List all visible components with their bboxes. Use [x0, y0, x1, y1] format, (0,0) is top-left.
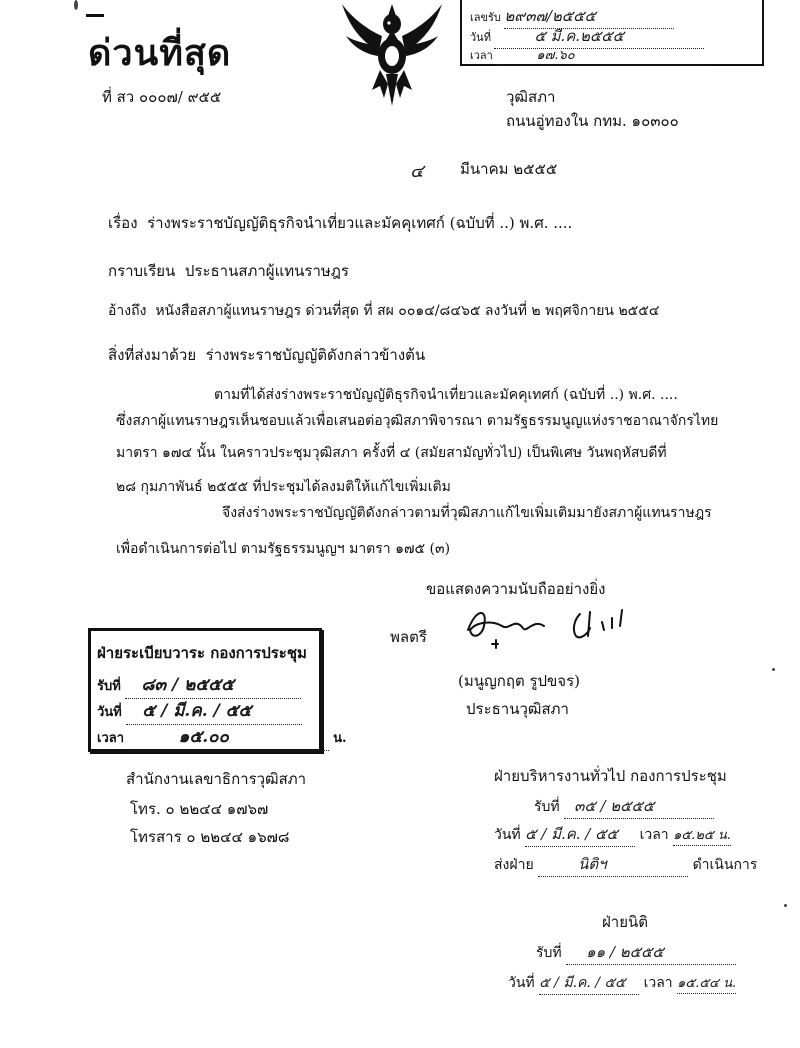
enclosure-text: ร่างพระราชบัญญัติดังกล่าวข้างต้น — [205, 346, 426, 364]
addressee-text: ประธานสภาผู้แทนราษฎร — [184, 262, 349, 280]
enclosure-line — [108, 346, 425, 364]
left-stamp-row1-label: รับที่ — [97, 679, 121, 694]
closing-text: ขอแสดงความนับถืออย่างยิ่ง — [426, 580, 606, 598]
urgency-header — [88, 24, 231, 81]
subject-line — [108, 214, 572, 232]
legal-stamp-row2-time-label: เวลา — [643, 975, 673, 991]
body-line-2: ซึ่งสภาผู้แทนราษฎรเห็นชอบแล้วเพื่อเสนอต่อวุฒิสภาพิจารณา ตามรัฐธรรมนูญแห่งราชอาณาจักรไทย — [116, 413, 719, 429]
body-line-1: ตามที่ได้ส่งร่างพระราชบัญญัติธุรกิจนำเที่ยวและมัคคุเทศก์ (ฉบับที่ ..) พ.ศ. .... — [214, 387, 678, 403]
admin-stamp-row3-label: ส่งฝ่าย — [494, 857, 534, 873]
body-line-3: มาตรา ๑๗๔ นั้น ในคราวประชุมวุฒิสภา ครั้งที่ ๔ (สมัยสามัญทั่วไป) เป็นพิเศษ วันพฤหัสบดีที่ — [116, 445, 667, 461]
top-stamp-row2-label: วันที่ — [470, 31, 491, 44]
addressee-line — [108, 262, 349, 280]
scan-speck — [784, 904, 787, 907]
admin-stamp-row3-suffix: ดำเนินการ — [692, 857, 758, 873]
admin-stamp-row2-time-label: เวลา — [639, 827, 669, 843]
left-stamp-row2-value: ๕ / มี.ค. / ๕๕ — [126, 697, 302, 725]
sender-address: ถนนอู่ทองใน กทม. ๑๐๓๐๐ — [506, 112, 679, 130]
scan-speck — [74, 0, 78, 10]
urgency-underline — [86, 14, 104, 17]
enclosure-label: สิ่งที่ส่งมาด้วย — [108, 346, 197, 364]
ref-number: ที่ สว ๐๐๐๗/ ๙๕๕ — [102, 88, 222, 106]
contact-phone: โทร. ๐ ๒๒๔๔ ๑๗๖๗ — [130, 800, 269, 818]
admin-stamp-row3-value: นิติฯ — [538, 852, 688, 877]
addressee-label: กราบเรียน — [108, 262, 176, 280]
top-receipt-stamp — [460, 0, 764, 66]
date-day: ๔ — [410, 161, 424, 182]
contact-office: สำนักงานเลขาธิการวุฒิสภา — [126, 770, 307, 788]
reference-line — [108, 302, 659, 320]
garuda-emblem-icon — [338, 0, 446, 108]
legal-stamp-row2-time-value: ๑๕.๕๔ น. — [677, 972, 736, 994]
top-stamp-row3-value: ๑๗.๖๐ — [496, 44, 706, 66]
left-stamp-header: ฝ่ายระเบียบวาระ กองการประชุม — [97, 644, 307, 662]
reference-label: อ้างถึง — [108, 303, 147, 319]
admin-stamp-row1-value: ๓๕ / ๒๕๕๕ — [564, 794, 714, 819]
left-stamp-row3-value: ๑๕.๐๐ — [129, 723, 329, 751]
scan-speck — [772, 668, 775, 671]
date-month-year: มีนาคม ๒๕๕๕ — [460, 160, 558, 178]
agenda-section-stamp — [88, 628, 347, 752]
admin-stamp-row2-label: วันที่ — [494, 827, 521, 843]
left-stamp-row1-value: ๘๓ / ๒๕๕๕ — [125, 671, 301, 699]
signature-name: (มนูญกฤต รูปขจร) — [458, 672, 580, 690]
legal-stamp-row2-label: วันที่ — [508, 975, 535, 991]
top-stamp-row3-label: เวลา — [470, 49, 493, 62]
body-line-4: ๒๘ กุมภาพันธ์ ๒๕๕๕ ที่ประชุมได้ลงมติให้แก้ไขเพิ่มเติม — [116, 479, 451, 495]
admin-stamp-row2-value: ๕ / มี.ค. / ๕๕ — [525, 822, 635, 847]
admin-stamp-header: ฝ่ายบริหารงานทั่วไป กองการประชุม — [494, 767, 727, 785]
urgency-text: ด่วนที่สุด — [88, 32, 232, 74]
legal-stamp-header: ฝ่ายนิติ — [602, 913, 648, 931]
signature-title: ประธานวุฒิสภา — [466, 700, 569, 718]
left-stamp-row3-suffix: น. — [333, 731, 347, 746]
left-stamp-row2-label: วันที่ — [97, 705, 122, 720]
top-stamp-row1-label: เลขรับ — [470, 11, 501, 24]
subject-label: เรื่อง — [108, 214, 138, 232]
admin-stamp-row2-time-value: ๑๕.๒๕ น. — [673, 824, 731, 846]
sender-org: วุฒิสภา — [506, 88, 556, 106]
admin-section-stamp — [494, 762, 784, 882]
legal-stamp-row1-value: ๑๑ / ๒๕๕๕ — [566, 940, 736, 965]
legal-stamp-row2-value: ๕ / มี.ค. / ๕๕ — [539, 972, 639, 995]
reference-text: หนังสือสภาผู้แทนราษฎร ด่วนที่สุด ที่ สผ ๐๐๑๔/๘๔๖๕ ลงวันที่ ๒ พฤศจิกายน ๒๕๕๔ — [155, 303, 660, 319]
subject-text: ร่างพระราชบัญญัติธุรกิจนำเที่ยวและมัคคุเทศก์ (ฉบับที่ ..) พ.ศ. .... — [147, 214, 573, 232]
left-stamp-row3-label: เวลา — [97, 731, 125, 746]
signature-rank: พลตรี — [390, 628, 427, 646]
body-line-5: จึงส่งร่างพระราชบัญญัติดังกล่าวตามที่วุฒิสภาแก้ไขเพิ่มเติมมายังสภาผู้แทนราษฎร — [222, 505, 712, 521]
legal-section-stamp — [508, 906, 778, 996]
top-stamp-row1-value: ๒๙๓๗/๒๕๕๕ — [504, 4, 674, 29]
contact-fax: โทรสาร ๐ ๒๒๔๔ ๑๖๗๘ — [130, 828, 290, 846]
body-line-6: เพื่อดำเนินการต่อไป ตามรัฐธรรมนูญฯ มาตรา ๑๗๕ (๓) — [116, 541, 451, 557]
admin-stamp-row1-label: รับที่ — [534, 799, 560, 815]
top-stamp-row2-value: ๕ มี.ค.๒๕๕๕ — [494, 24, 704, 49]
handwritten-signature — [462, 600, 652, 660]
legal-stamp-row1-label: รับที่ — [536, 945, 562, 961]
